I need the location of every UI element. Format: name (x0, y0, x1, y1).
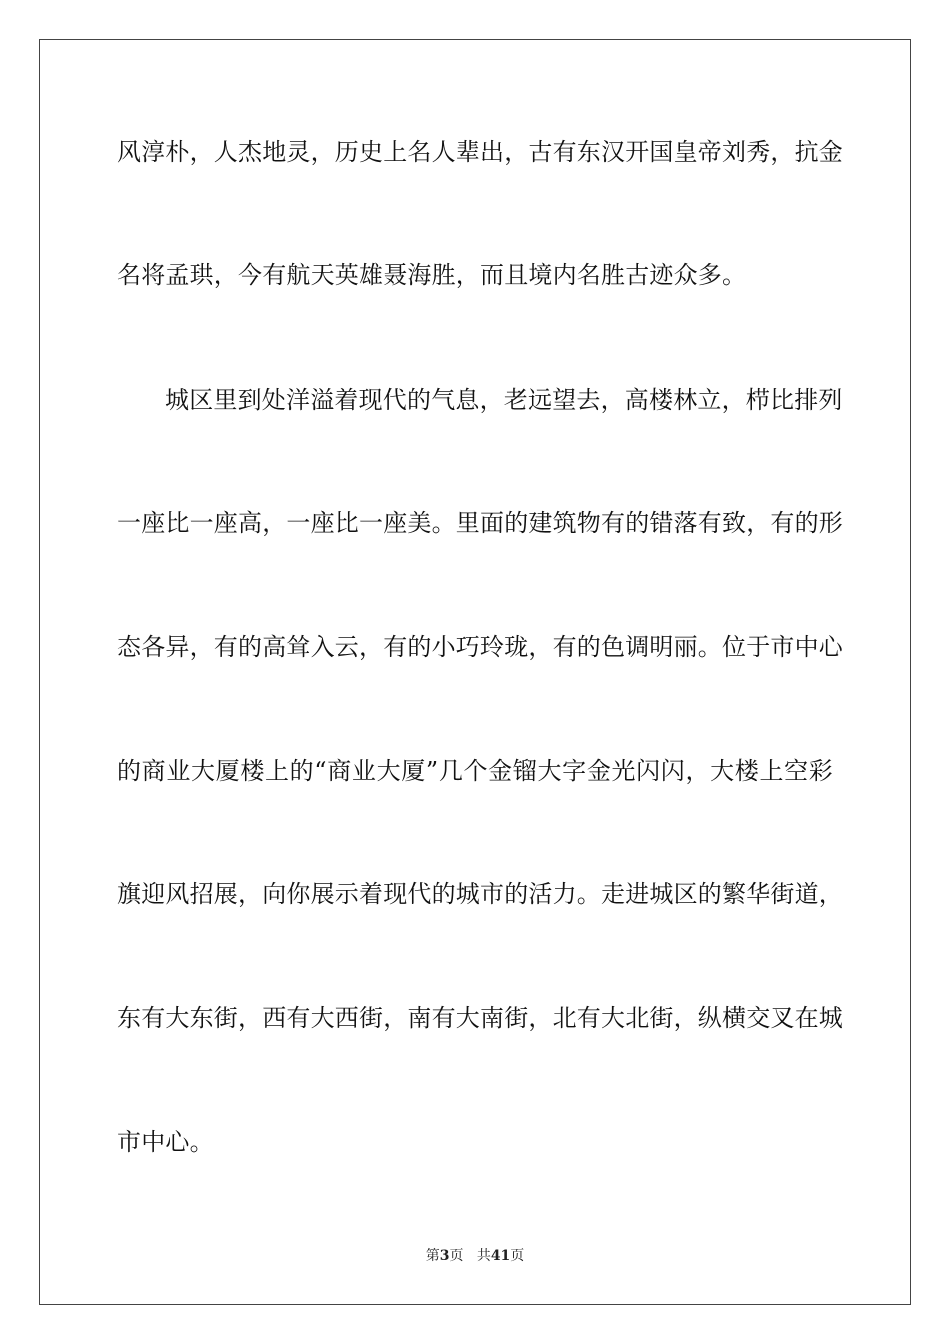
text-line: 东有大东街，西有大西街，南有大南街，北有大北街，纵横交叉在城 (117, 1004, 843, 1032)
page-footer (0, 1247, 950, 1265)
text-line: 名将孟珙，今有航天英雄聂海胜，而且境内名胜古迹众多。 (117, 261, 747, 289)
text-line: 城区里到处洋溢着现代的气息，老远望去，高楼林立，栉比排列 (165, 386, 843, 414)
page-suffix: 页 (449, 1248, 464, 1264)
text-line: 市中心。 (117, 1128, 214, 1156)
text-line: 风淳朴，人杰地灵，历史上名人辈出，古有东汉开国皇帝刘秀，抗金 (117, 138, 843, 166)
total-pages: 41 (490, 1248, 511, 1264)
text-line: 态各异，有的高耸入云，有的小巧玲珑，有的色调明丽。位于市中心 (117, 633, 843, 661)
total-prefix: 共 (476, 1248, 491, 1264)
text-line: 旗迎风招展，向你展示着现代的城市的活力。走进城区的繁华街道， (117, 880, 843, 908)
text-line: 一座比一座高，一座比一座美。里面的建筑物有的错落有致，有的形 (117, 509, 843, 537)
total-suffix: 页 (510, 1248, 525, 1264)
text-line: 的商业大厦楼上的“商业大厦”几个金镏大字金光闪闪，大楼上空彩 (117, 757, 833, 785)
page-number: 3 (439, 1248, 450, 1264)
page-border (39, 39, 911, 1305)
page-prefix: 第 (425, 1248, 440, 1264)
